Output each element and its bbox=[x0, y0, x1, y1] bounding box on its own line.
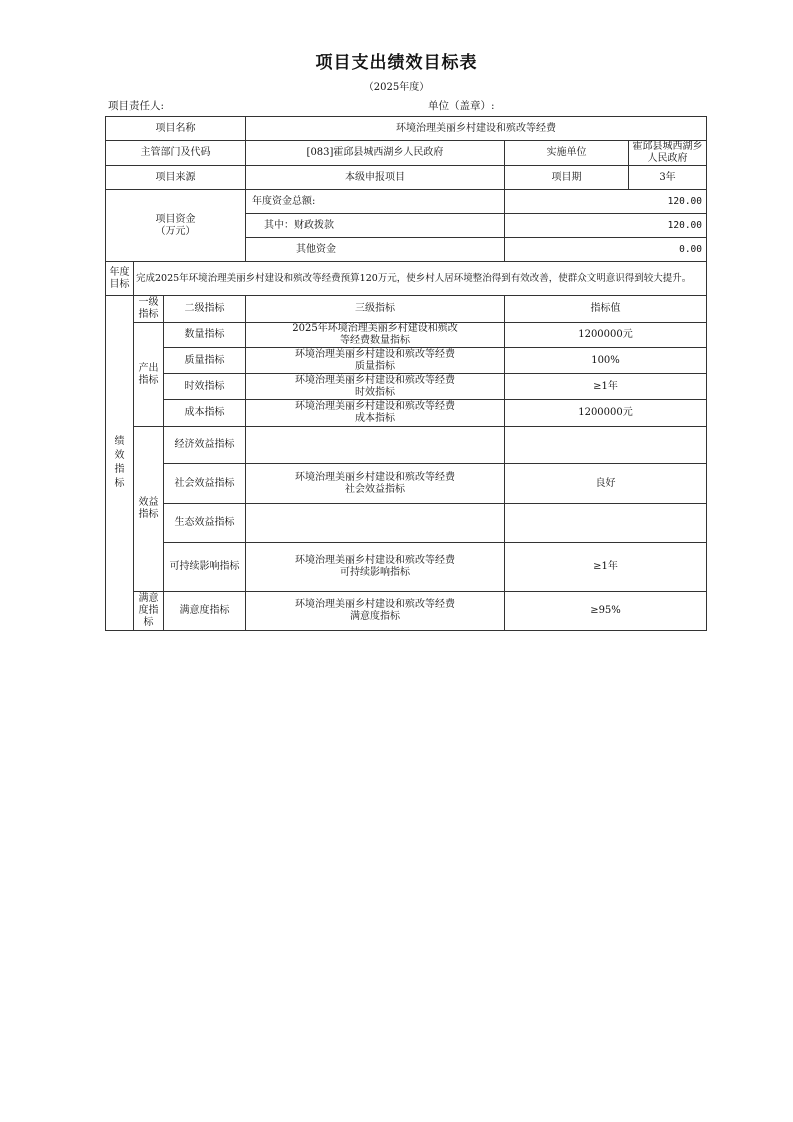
level3-line2: 时效指标 bbox=[355, 386, 395, 398]
level3-cell bbox=[246, 427, 505, 464]
annual-goal-label bbox=[106, 262, 134, 296]
level2-cell: 时效指标 bbox=[164, 374, 246, 400]
fund-other-value: 0.00 bbox=[505, 238, 707, 262]
level3-line2: 可持续影响指标 bbox=[340, 567, 410, 578]
level3-cell bbox=[246, 374, 505, 400]
level3-line1: 环境治理美丽乡村建设和殡改等经费 bbox=[295, 401, 455, 412]
output-group-line2: 指标 bbox=[138, 374, 159, 386]
level3-cell bbox=[246, 400, 505, 427]
value-cell bbox=[505, 504, 707, 543]
output-group-line1: 产出 bbox=[138, 362, 159, 374]
period-label: 项目期 bbox=[505, 166, 629, 190]
col-header-level1 bbox=[134, 296, 164, 323]
fund-fiscal-label: 其中：财政拨款 bbox=[246, 214, 505, 238]
unit-seal-label: 单位（盖章）: bbox=[428, 100, 495, 112]
output-group-label bbox=[134, 323, 164, 427]
level3-line1: 环境治理美丽乡村建设和殡改等经费 bbox=[295, 471, 455, 483]
level2-cell: 社会效益指标 bbox=[164, 464, 246, 504]
fiscal-year: （2025年度） bbox=[363, 82, 430, 93]
source-label: 项目来源 bbox=[106, 166, 246, 190]
value-cell: 100% bbox=[505, 348, 707, 374]
indicator-section-char-3: 指 bbox=[114, 464, 125, 475]
level3-cell bbox=[246, 592, 505, 631]
indicator-section-char-1: 绩 bbox=[114, 436, 125, 447]
annual-goal-label-line1: 年度 bbox=[109, 266, 130, 278]
col-header-level1-line2: 指标 bbox=[138, 309, 159, 320]
level3-line2: 成本指标 bbox=[355, 413, 395, 424]
annual-goal-label-line2: 目标 bbox=[109, 278, 130, 290]
level2-cell: 可持续影响指标 bbox=[164, 543, 246, 592]
fund-fiscal-value: 120.00 bbox=[505, 214, 707, 238]
level3-line2: 质量指标 bbox=[355, 360, 395, 372]
level2-cell: 满意度指标 bbox=[164, 592, 246, 631]
level3-cell bbox=[246, 348, 505, 374]
level2-cell: 数量指标 bbox=[164, 323, 246, 348]
value-cell: ≥1年 bbox=[505, 543, 707, 592]
level3-line2: 社会效益指标 bbox=[345, 483, 405, 495]
satisfaction-group-line2: 度指 bbox=[138, 605, 159, 616]
dept-label: 主管部门及代码 bbox=[106, 141, 246, 166]
impl-unit-value: 霍邱县城西湖乡人民政府 bbox=[629, 141, 707, 166]
col-header-level1-line1: 一级 bbox=[138, 297, 159, 308]
indicator-section-label bbox=[106, 296, 134, 631]
annual-goal-text: 完成2025年环境治理美丽乡村建设和殡改等经费预算120万元，使乡村人居环境整治得到有效改善，使群众文明意识得到较大提升。 bbox=[134, 262, 707, 296]
level2-cell: 质量指标 bbox=[164, 348, 246, 374]
level3-line2: 等经费数量指标 bbox=[340, 335, 410, 346]
period-value: 3年 bbox=[629, 166, 707, 190]
value-cell: 1200000元 bbox=[505, 323, 707, 348]
value-cell: 1200000元 bbox=[505, 400, 707, 427]
value-cell: ≥95% bbox=[505, 592, 707, 631]
satisfaction-group-label bbox=[134, 592, 164, 631]
project-name-label: 项目名称 bbox=[106, 117, 246, 141]
level3-line1: 环境治理美丽乡村建设和殡改等经费 bbox=[295, 599, 455, 610]
level3-line1: 环境治理美丽乡村建设和殡改等经费 bbox=[295, 555, 455, 566]
level3-line1: 2025年环境治理美丽乡村建设和殡改 bbox=[292, 323, 458, 334]
level2-cell: 成本指标 bbox=[164, 400, 246, 427]
value-cell: ≥1年 bbox=[505, 374, 707, 400]
level3-cell bbox=[246, 543, 505, 592]
col-header-value: 指标值 bbox=[505, 296, 707, 323]
fund-total-label: 年度资金总额: bbox=[246, 190, 505, 214]
fund-total-value: 120.00 bbox=[505, 190, 707, 214]
effect-group-label bbox=[134, 427, 164, 592]
effect-group-line1: 效益 bbox=[138, 497, 159, 508]
value-cell bbox=[505, 427, 707, 464]
fund-other-label: 其他资金 bbox=[246, 238, 505, 262]
responsible-person-label: 项目责任人: bbox=[108, 100, 165, 112]
level3-cell bbox=[246, 464, 505, 504]
performance-target-table bbox=[105, 116, 707, 631]
project-name-value: 环境治理美丽乡村建设和殡改等经费 bbox=[246, 117, 707, 141]
source-value: 本级申报项目 bbox=[246, 166, 505, 190]
level3-line1: 环境治理美丽乡村建设和殡改等经费 bbox=[295, 374, 455, 386]
impl-unit-label: 实施单位 bbox=[505, 141, 629, 166]
fund-label-line1: 项目资金 bbox=[155, 213, 196, 225]
level3-cell bbox=[246, 504, 505, 543]
satisfaction-group-line1: 满意 bbox=[138, 593, 159, 604]
level3-line1: 环境治理美丽乡村建设和殡改等经费 bbox=[295, 348, 455, 360]
effect-group-line2: 指标 bbox=[138, 509, 159, 520]
level3-line2: 满意度指标 bbox=[350, 611, 400, 622]
satisfaction-group-line3: 标 bbox=[143, 617, 154, 628]
level3-cell bbox=[246, 323, 505, 348]
fund-label bbox=[106, 190, 246, 262]
dept-value: [083]霍邱县城西湖乡人民政府 bbox=[246, 141, 505, 166]
level2-cell: 生态效益指标 bbox=[164, 504, 246, 543]
indicator-section-char-2: 效 bbox=[114, 450, 125, 461]
value-cell: 良好 bbox=[505, 464, 707, 504]
page-title: 项目支出绩效目标表 bbox=[315, 53, 478, 73]
col-header-level2: 二级指标 bbox=[164, 296, 246, 323]
level2-cell: 经济效益指标 bbox=[164, 427, 246, 464]
col-header-level3: 三级指标 bbox=[246, 296, 505, 323]
fund-label-line2: （万元） bbox=[155, 225, 196, 237]
indicator-section-char-4: 标 bbox=[114, 478, 125, 489]
